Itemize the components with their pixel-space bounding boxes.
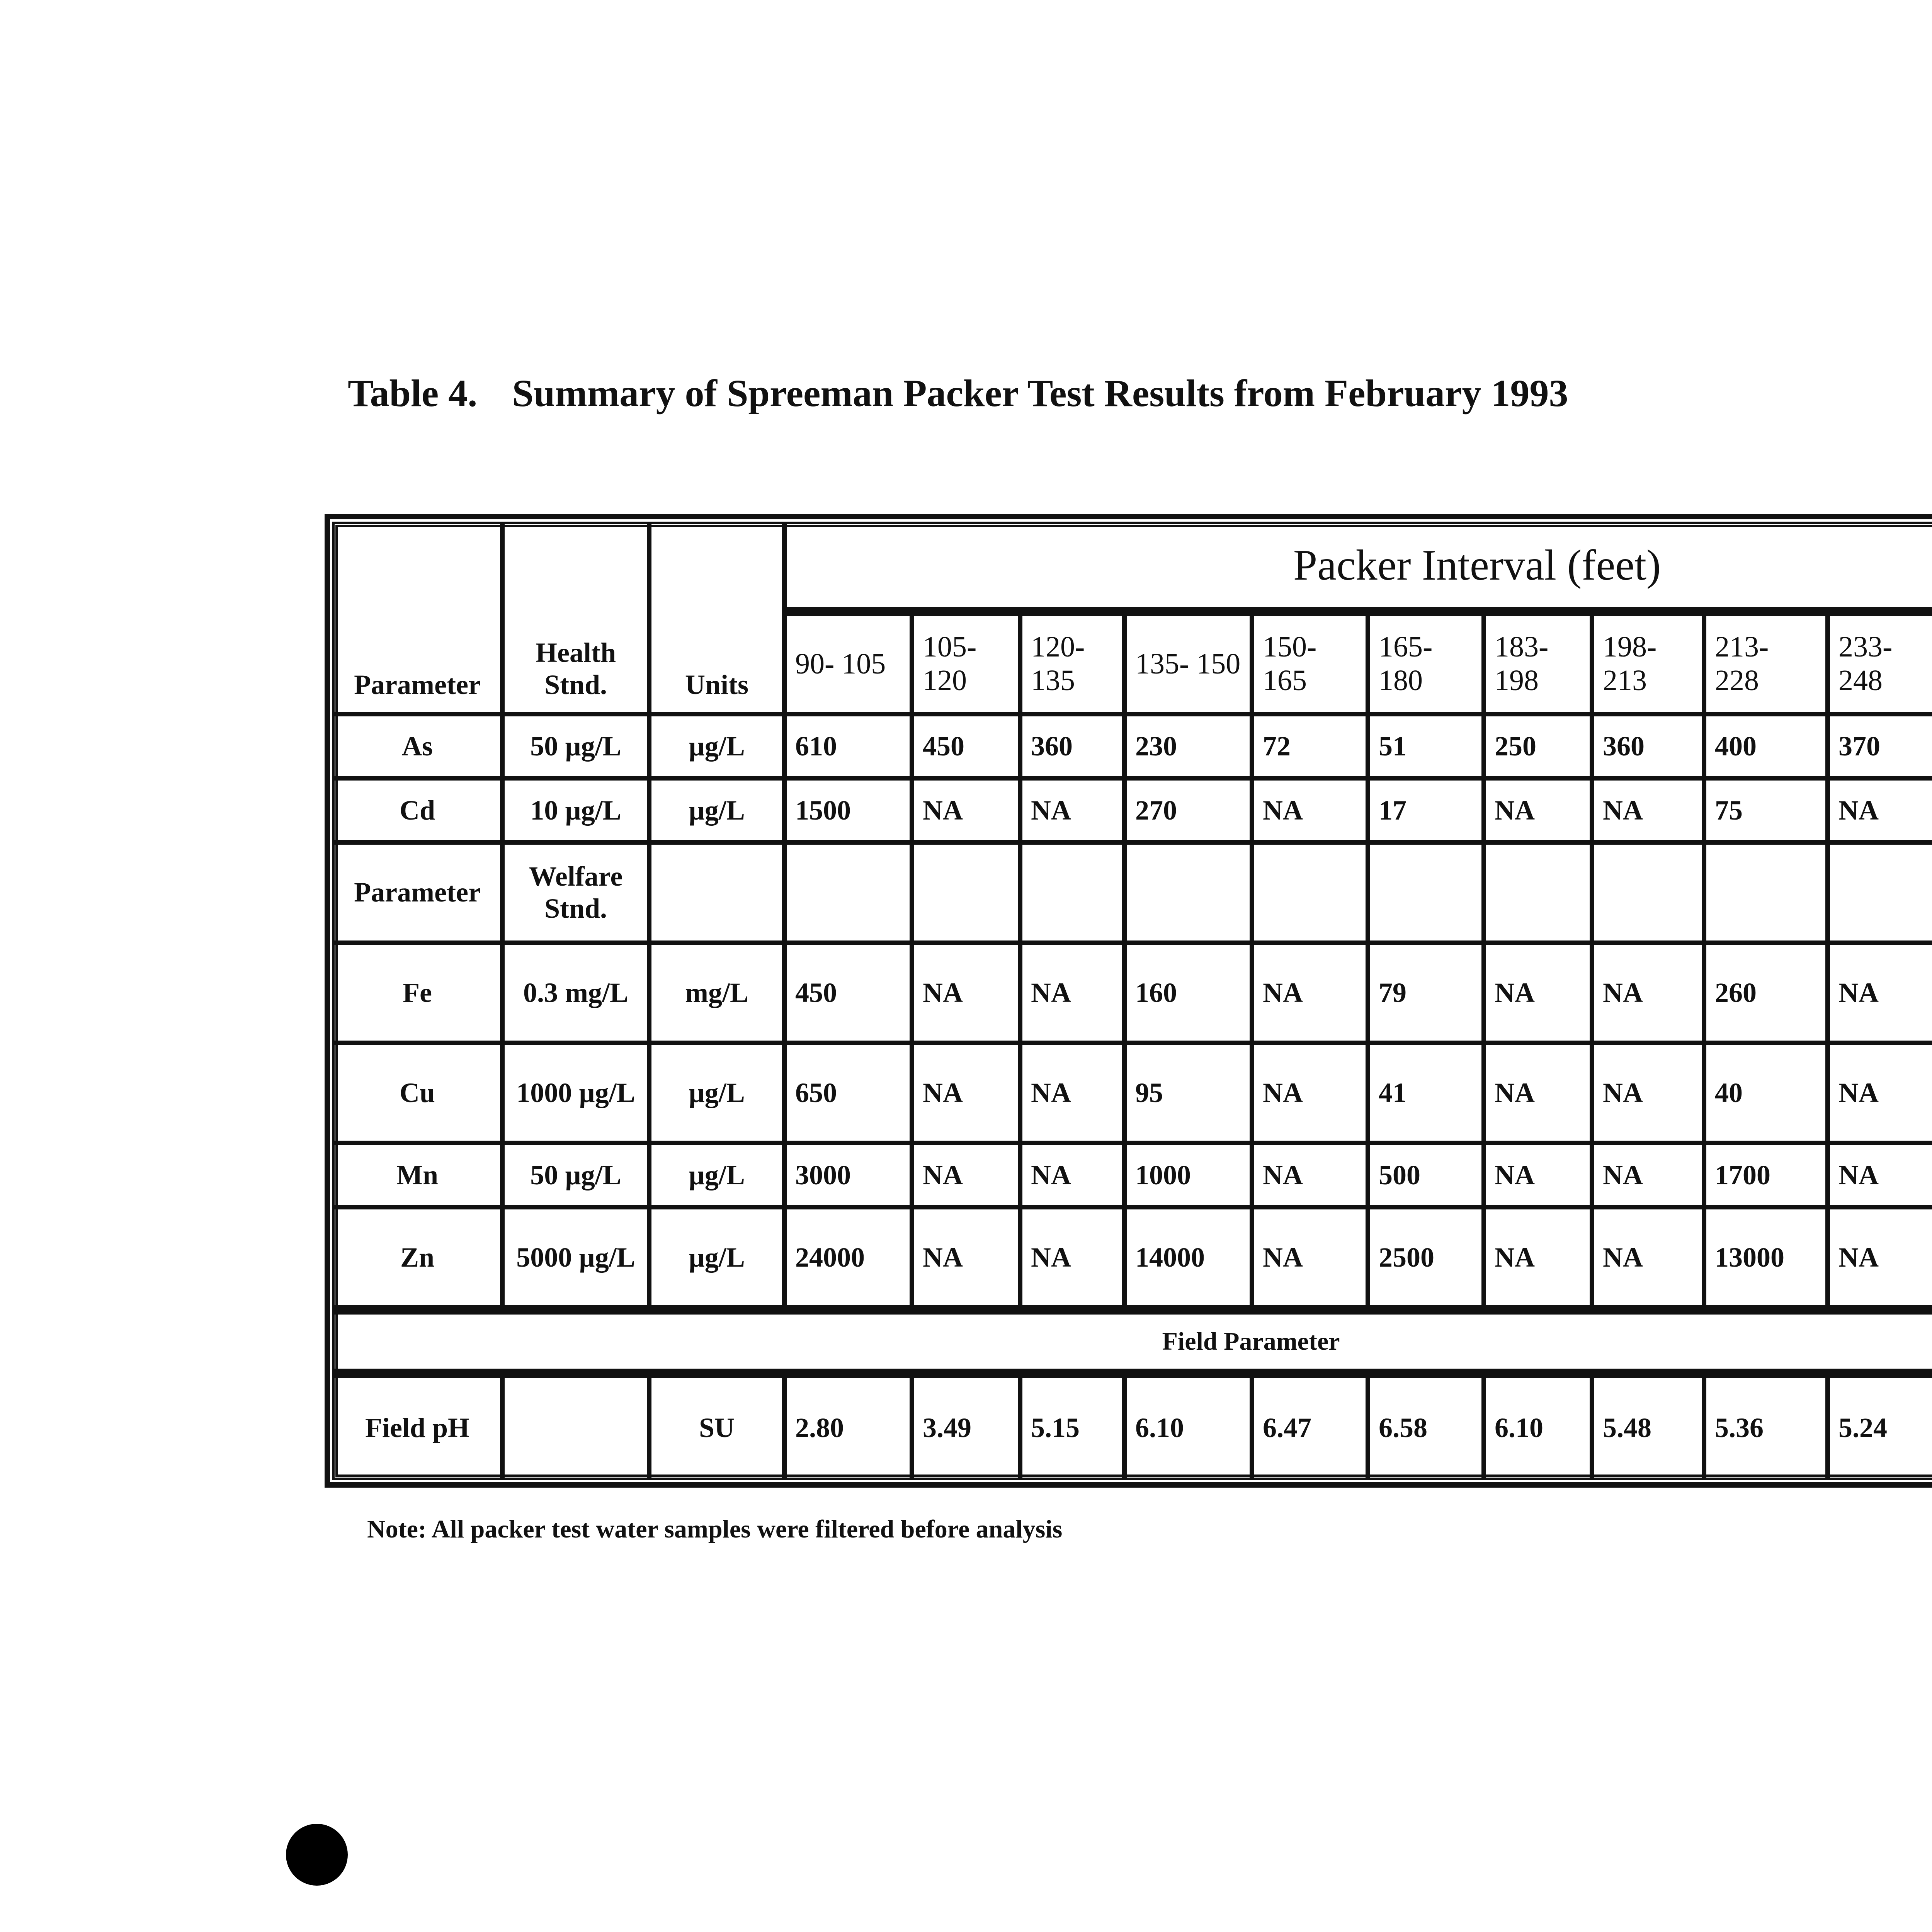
- row-standard: 5000 µg/L: [502, 1207, 649, 1307]
- row-value: NA: [912, 1043, 1020, 1143]
- row-value: NA: [1592, 778, 1704, 842]
- row-value: NA: [1020, 778, 1124, 842]
- table-row: [332, 778, 1932, 842]
- row-value: 360: [1020, 714, 1124, 778]
- row-value: 6.10: [1484, 1376, 1592, 1480]
- welfare-blank-cell: [1124, 842, 1252, 942]
- row-standard: 1000 µg/L: [502, 1043, 649, 1143]
- interval-header: 150- 165: [1252, 614, 1368, 714]
- row-parameter: Mn: [332, 1143, 502, 1207]
- row-value: NA: [1484, 1207, 1592, 1307]
- welfare-blank-cell: [1368, 842, 1484, 942]
- row-standard: 0.3 mg/L: [502, 943, 649, 1043]
- row-value: 79: [1368, 943, 1484, 1043]
- row-value: NA: [1252, 1143, 1368, 1207]
- row-standard: 50 µg/L: [502, 1143, 649, 1207]
- welfare-blank-cell: [912, 842, 1020, 942]
- row-value: 1700: [1704, 1143, 1828, 1207]
- row-value: 1000: [1124, 1143, 1252, 1207]
- row-value: 450: [784, 943, 912, 1043]
- row-value: 2500: [1368, 1207, 1484, 1307]
- welfare-parameter-label: Parameter: [332, 842, 502, 942]
- table-title: [348, 371, 1568, 415]
- row-value: 24000: [784, 1207, 912, 1307]
- row-units: SU: [649, 1376, 784, 1480]
- row-standard: 10 µg/L: [502, 778, 649, 842]
- row-parameter: Zn: [332, 1207, 502, 1307]
- row-value: NA: [1592, 943, 1704, 1043]
- row-value: NA: [1020, 943, 1124, 1043]
- row-units: µg/L: [649, 778, 784, 842]
- row-value: 6.58: [1368, 1376, 1484, 1480]
- row-value: 40: [1704, 1043, 1828, 1143]
- row-value: NA: [1252, 778, 1368, 842]
- header-units: Units: [649, 522, 784, 714]
- row-value: NA: [1592, 1207, 1704, 1307]
- row-value: 13000: [1704, 1207, 1828, 1307]
- header-health-stnd: Health Stnd.: [502, 522, 649, 714]
- row-units: mg/L: [649, 943, 784, 1043]
- row-value: NA: [1252, 1043, 1368, 1143]
- row-value: 6.47: [1252, 1376, 1368, 1480]
- row-value: NA: [912, 1207, 1020, 1307]
- header-packer-interval: Packer Interval (feet): [784, 522, 1932, 614]
- row-value: 400: [1704, 714, 1828, 778]
- row-value: 75: [1704, 778, 1828, 842]
- welfare-blank-cell: [784, 842, 912, 942]
- interval-header: 183- 198: [1484, 614, 1592, 714]
- table-note: Note: All packer test water samples were filtered before analysis: [367, 1515, 1063, 1543]
- row-value: NA: [912, 1143, 1020, 1207]
- interval-header: 105- 120: [912, 614, 1020, 714]
- row-value: 51: [1368, 714, 1484, 778]
- interval-header: 165- 180: [1368, 614, 1484, 714]
- row-value: 6.10: [1124, 1376, 1252, 1480]
- row-value: 5.15: [1020, 1376, 1124, 1480]
- row-value: NA: [1592, 1143, 1704, 1207]
- binder-hole-left: [286, 1824, 348, 1886]
- row-value: NA: [1484, 778, 1592, 842]
- interval-header: 198- 213: [1592, 614, 1704, 714]
- welfare-blank-cell: [1828, 842, 1932, 942]
- row-value: 3.49: [912, 1376, 1020, 1480]
- table-row: [332, 1143, 1932, 1207]
- row-parameter: Fe: [332, 943, 502, 1043]
- row-units: µg/L: [649, 1143, 784, 1207]
- row-value: 95: [1124, 1043, 1252, 1143]
- welfare-blank-cell: [1704, 842, 1828, 942]
- row-value: 450: [912, 714, 1020, 778]
- row-parameter: Field pH: [332, 1376, 502, 1480]
- row-value: NA: [1828, 1043, 1932, 1143]
- results-table: [332, 522, 1932, 1480]
- row-units: µg/L: [649, 1043, 784, 1143]
- row-value: NA: [1252, 1207, 1368, 1307]
- row-units: µg/L: [649, 714, 784, 778]
- interval-header: 233- 248: [1828, 614, 1932, 714]
- row-value: 500: [1368, 1143, 1484, 1207]
- row-value: 650: [784, 1043, 912, 1143]
- row-value: NA: [912, 778, 1020, 842]
- interval-header: 90- 105: [784, 614, 912, 714]
- header-parameter: Parameter: [332, 522, 502, 714]
- field-parameter-label: Field Parameter: [332, 1308, 1932, 1376]
- row-value: 610: [784, 714, 912, 778]
- row-standard: [502, 1376, 649, 1480]
- row-value: 250: [1484, 714, 1592, 778]
- welfare-units-blank: [649, 842, 784, 942]
- table-label: Table 4.: [348, 372, 478, 415]
- row-units: µg/L: [649, 1207, 784, 1307]
- row-value: 160: [1124, 943, 1252, 1043]
- row-value: NA: [1020, 1043, 1124, 1143]
- interval-header: 120- 135: [1020, 614, 1124, 714]
- interval-header: 135- 150: [1124, 614, 1252, 714]
- row-parameter: Cu: [332, 1043, 502, 1143]
- row-value: 41: [1368, 1043, 1484, 1143]
- row-value: NA: [1484, 943, 1592, 1043]
- row-value: NA: [1020, 1207, 1124, 1307]
- row-value: 5.36: [1704, 1376, 1828, 1480]
- welfare-blank-cell: [1592, 842, 1704, 942]
- row-value: 17: [1368, 778, 1484, 842]
- welfare-blank-cell: [1484, 842, 1592, 942]
- row-value: 360: [1592, 714, 1704, 778]
- welfare-blank-cell: [1252, 842, 1368, 942]
- row-standard: 50 µg/L: [502, 714, 649, 778]
- row-parameter: As: [332, 714, 502, 778]
- row-value: 5.24: [1828, 1376, 1932, 1480]
- row-value: NA: [1592, 1043, 1704, 1143]
- table-row: [332, 1207, 1932, 1307]
- table-row: [332, 1376, 1932, 1480]
- row-value: NA: [1828, 943, 1932, 1043]
- row-value: 230: [1124, 714, 1252, 778]
- row-value: NA: [1828, 1207, 1932, 1307]
- row-value: 3000: [784, 1143, 912, 1207]
- row-value: NA: [1484, 1143, 1592, 1207]
- welfare-blank-cell: [1020, 842, 1124, 942]
- row-value: 5.48: [1592, 1376, 1704, 1480]
- row-value: 2.80: [784, 1376, 912, 1480]
- interval-header: 213- 228: [1704, 614, 1828, 714]
- row-value: NA: [1252, 943, 1368, 1043]
- row-value: 14000: [1124, 1207, 1252, 1307]
- row-value: 72: [1252, 714, 1368, 778]
- row-value: NA: [1020, 1143, 1124, 1207]
- row-value: 1500: [784, 778, 912, 842]
- table-row: [332, 714, 1932, 778]
- table-row: [332, 943, 1932, 1043]
- row-parameter: Cd: [332, 778, 502, 842]
- table-row: [332, 1043, 1932, 1143]
- row-value: NA: [912, 943, 1020, 1043]
- row-value: NA: [1828, 778, 1932, 842]
- row-value: 270: [1124, 778, 1252, 842]
- table-caption: Summary of Spreeman Packer Test Results from February 1993: [512, 372, 1568, 415]
- welfare-header-row: [332, 842, 1932, 942]
- row-value: NA: [1828, 1143, 1932, 1207]
- row-value: 370: [1828, 714, 1932, 778]
- welfare-stnd-label: Welfare Stnd.: [502, 842, 649, 942]
- row-value: 260: [1704, 943, 1828, 1043]
- row-value: NA: [1484, 1043, 1592, 1143]
